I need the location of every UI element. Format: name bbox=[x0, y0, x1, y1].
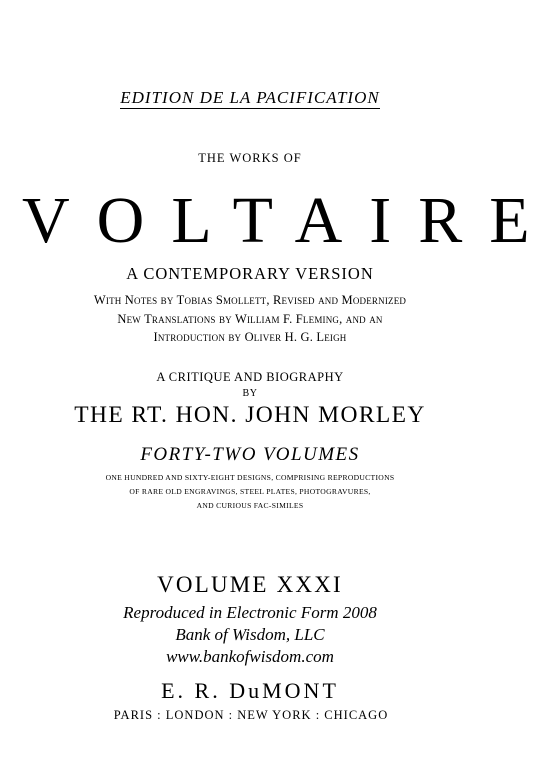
critique-label: A CRITIQUE AND BIOGRAPHY bbox=[156, 370, 344, 384]
critic-name: THE RT. HON. JOHN MORLEY bbox=[74, 402, 426, 428]
publisher-name: E. R. DuMONT bbox=[161, 678, 339, 703]
notes-line: Introduction by Oliver H. G. Leigh bbox=[153, 330, 347, 344]
reproduction-line: Reproduced in Electronic Form 2008 bbox=[123, 603, 377, 622]
works-of-label: THE WORKS OF bbox=[198, 151, 302, 165]
edition-text: EDITION DE LA PACIFICATION bbox=[120, 88, 380, 107]
notes-line: New Translations by William F. Fleming, and an bbox=[117, 312, 383, 326]
edition-heading bbox=[0, 88, 500, 108]
volumes-count: FORTY-TWO VOLUMES bbox=[140, 444, 360, 465]
volume-number: VOLUME XXXI bbox=[157, 572, 343, 597]
publisher-cities: PARIS : LONDON : NEW YORK : CHICAGO bbox=[113, 708, 389, 722]
author-name: VOLTAIRE bbox=[22, 184, 557, 257]
illustrations-line: ONE HUNDRED AND SIXTY-EIGHT DESIGNS, COMPRISING REPRODUCTIONS bbox=[105, 473, 395, 482]
reproduction-line: www.bankofwisdom.com bbox=[166, 647, 334, 666]
version-subtitle: A CONTEMPORARY VERSION bbox=[126, 264, 374, 283]
illustrations-line: OF RARE OLD ENGRAVINGS, STEEL PLATES, PHOTOGRAVURES, bbox=[129, 487, 371, 496]
reproduction-line: Bank of Wisdom, LLC bbox=[175, 625, 325, 644]
notes-line: With Notes by Tobias Smollett, Revised and Modernized bbox=[93, 293, 407, 307]
by-label: BY bbox=[242, 388, 258, 399]
illustrations-line: AND CURIOUS FAC-SIMILES bbox=[196, 501, 304, 510]
